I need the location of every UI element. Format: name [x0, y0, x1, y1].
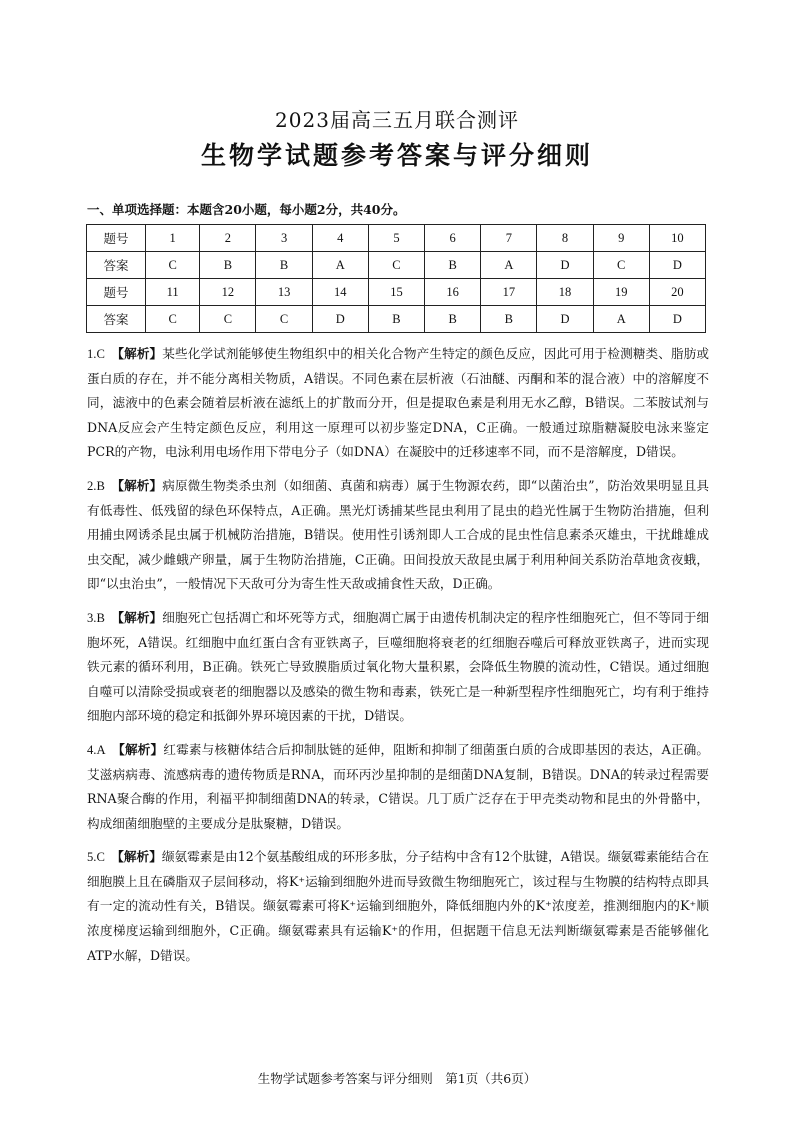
- row-label: 题号: [87, 279, 146, 306]
- answer-cell: C: [200, 306, 256, 333]
- question-number-cell: 5: [368, 225, 424, 252]
- answer-table-row: [87, 306, 706, 333]
- explanation-paragraph: [87, 474, 709, 597]
- explanation-item: [87, 738, 709, 836]
- row-label: 答案: [87, 306, 146, 333]
- section-heading: 一、单项选择题：本题含20小题，每小题2分，共40分。: [87, 202, 406, 217]
- analysis-tag: 【解析】: [117, 849, 162, 865]
- explanation-text: 红霉素与核糖体结合后抑制肽链的延伸，阻断和抑制了细菌蛋白质的合成即基因的表达，A正确。艾滋病病毒、流感病毒的遗传物质是RNA，而环丙沙星抑制的是细菌DNA复制，B错误。DNA的转录过程需要RNA聚合酶的作用，利福平抑制细菌DNA的转录，C错误。几丁质广泛存在于甲壳类动物和昆虫的外骨骼中，构成细菌细胞壁的主要成分是肽聚糖，D错误。: [87, 741, 710, 831]
- answer-cell: B: [256, 252, 312, 279]
- explanation-paragraph: [87, 738, 709, 836]
- explanation-text: 细胞死亡包括凋亡和坏死等方式，细胞凋亡属于由遗传机制决定的程序性细胞死亡，但不等同于细胞坏死，A错误。红细胞中血红蛋白含有亚铁离子，巨噬细胞将衰老的红细胞吞噬后可释放亚铁离子，进而实现铁元素的循环利用，B正确。铁死亡导致膜脂质过氧化物大量积累，会降低生物膜的流动性，C错误。通过细胞自噬可以清除受损或衰老的细胞器以及感染的微生物和毒素，铁死亡是一种新型程序性细胞死亡，均有利于维持细胞内部环境的稳定和抵御外界环境因素的干扰，D错误。: [87, 609, 710, 724]
- question-number-cell: 2: [200, 225, 256, 252]
- question-number-cell: 10: [649, 225, 705, 252]
- explanation-item: [87, 845, 709, 968]
- answer-cell: B: [200, 252, 256, 279]
- question-answer-label: 4.A: [87, 742, 106, 757]
- explanation-item: [87, 606, 709, 729]
- answer-cell: A: [593, 306, 649, 333]
- answer-cell: D: [312, 306, 368, 333]
- analysis-tag: 【解析】: [117, 609, 163, 625]
- question-number-cell: 17: [481, 279, 537, 306]
- explanation-text: 病原微生物类杀虫剂（如细菌、真菌和病毒）属于生物源农药，即“以菌治虫”，防治效果明显且具有低毒性、低残留的绿色环保特点，A正确。黑光灯诱捕某些昆虫利用了昆虫的趋光性属于生物防治措施，但利用捕虫网诱杀昆虫属于机械防治措施，B错误。使用性引诱剂即人工合成的昆虫性信息素杀灭雄虫，干扰雌雄成虫交配，减少雌蛾产卵量，属于生物防治措施，C正确。田间投放天敌昆虫属于利用种间关系防治草地贪夜蛾，即“以虫治虫”，一般情况下天敌可分为寄生性天敌或捕食性天敌，D正确。: [87, 477, 709, 592]
- question-number-cell: 12: [200, 279, 256, 306]
- question-number-cell: 18: [537, 279, 593, 306]
- answer-cell: B: [425, 252, 481, 279]
- answer-cell: D: [649, 306, 705, 333]
- question-number-cell: 15: [368, 279, 424, 306]
- question-number-cell: 20: [649, 279, 705, 306]
- answer-table-row: [87, 279, 706, 306]
- question-number-cell: 6: [425, 225, 481, 252]
- question-number-cell: 4: [312, 225, 368, 252]
- question-number-cell: 16: [425, 279, 481, 306]
- question-number-cell: 9: [593, 225, 649, 252]
- answer-table-row: [87, 225, 706, 252]
- question-number-cell: 14: [312, 279, 368, 306]
- answer-cell: A: [312, 252, 368, 279]
- answer-cell: D: [649, 252, 705, 279]
- answer-cell: D: [537, 306, 593, 333]
- question-number-cell: 13: [256, 279, 312, 306]
- answer-cell: B: [425, 306, 481, 333]
- explanation-item: [87, 342, 709, 465]
- explanation-item: [87, 474, 709, 597]
- answer-cell: C: [146, 306, 200, 333]
- analysis-tag: 【解析】: [117, 477, 163, 493]
- question-answer-label: 3.B: [87, 610, 105, 625]
- answer-cell: A: [481, 252, 537, 279]
- explanation-text: 缬氨霉素是由12个氨基酸组成的环形多肽，分子结构中含有12个肽键，A错误。缬氨霉素能结合在细胞膜上且在磷脂双子层间移动，将K⁺运输到细胞外进而导致微生物细胞死亡，该过程与生物膜的结构特点即具有一定的流动性有关，B错误。缬氨霉素可将K⁺运输到细胞外，降低细胞内外的K⁺浓度差，推测细胞内的K⁺顺浓度梯度运输到细胞外，C正确。缬氨霉素具有运输K⁺的作用，但据题干信息无法判断缬氨霉素是否能够催化ATP水解，D错误。: [87, 849, 709, 963]
- document-subtitle: 生物学试题参考答案与评分细则: [200, 141, 593, 170]
- answer-table-row: [87, 252, 706, 279]
- answer-cell: D: [537, 252, 593, 279]
- document-title: 2023届高三五月联合测评: [275, 108, 519, 132]
- row-label: 答案: [87, 252, 146, 279]
- analysis-tag: 【解析】: [118, 741, 164, 757]
- analysis-tag: 【解析】: [117, 346, 163, 361]
- answer-table: [86, 224, 706, 333]
- explanation-paragraph: [87, 342, 709, 465]
- explanation-list: [87, 342, 709, 977]
- question-number-cell: 19: [593, 279, 649, 306]
- row-label: 题号: [87, 225, 146, 252]
- question-number-cell: 1: [146, 225, 200, 252]
- answer-cell: C: [256, 306, 312, 333]
- answer-cell: C: [146, 252, 200, 279]
- question-answer-label: 2.B: [87, 478, 105, 493]
- explanation-paragraph: [87, 845, 709, 968]
- question-number-cell: 3: [256, 225, 312, 252]
- page-footer: 生物学试题参考答案与评分细则 第1页（共6页）: [257, 1071, 537, 1086]
- answer-cell: C: [368, 252, 424, 279]
- answer-cell: B: [368, 306, 424, 333]
- question-number-cell: 11: [146, 279, 200, 306]
- question-number-cell: 7: [481, 225, 537, 252]
- explanation-paragraph: [87, 606, 709, 729]
- question-answer-label: 5.C: [87, 850, 105, 865]
- answer-cell: C: [593, 252, 649, 279]
- question-answer-label: 1.C: [87, 347, 105, 361]
- answer-cell: B: [481, 306, 537, 333]
- explanation-text: 某些化学试剂能够使生物组织中的相关化合物产生特定的颜色反应，因此可用于检测糖类、脂肪或蛋白质的存在，并不能分离相关物质，A错误。不同色素在层析液（石油醚、丙酮和苯的混合液）中的溶解度不同，滤液中的色素会随着层析液在滤纸上的扩散而分开，但是提取色素是利用无水乙醇，B错误。二苯胺试剂与DNA反应会产生特定颜色反应，利用这一原理可以初步鉴定DNA，C正确。一般通过琼脂糖凝胶电泳来鉴定PCR的产物，电泳利用电场作用下带电分子（如DNA）在凝胶中的迁移速率不同，而不是溶解度，D错误。: [87, 346, 710, 460]
- question-number-cell: 8: [537, 225, 593, 252]
